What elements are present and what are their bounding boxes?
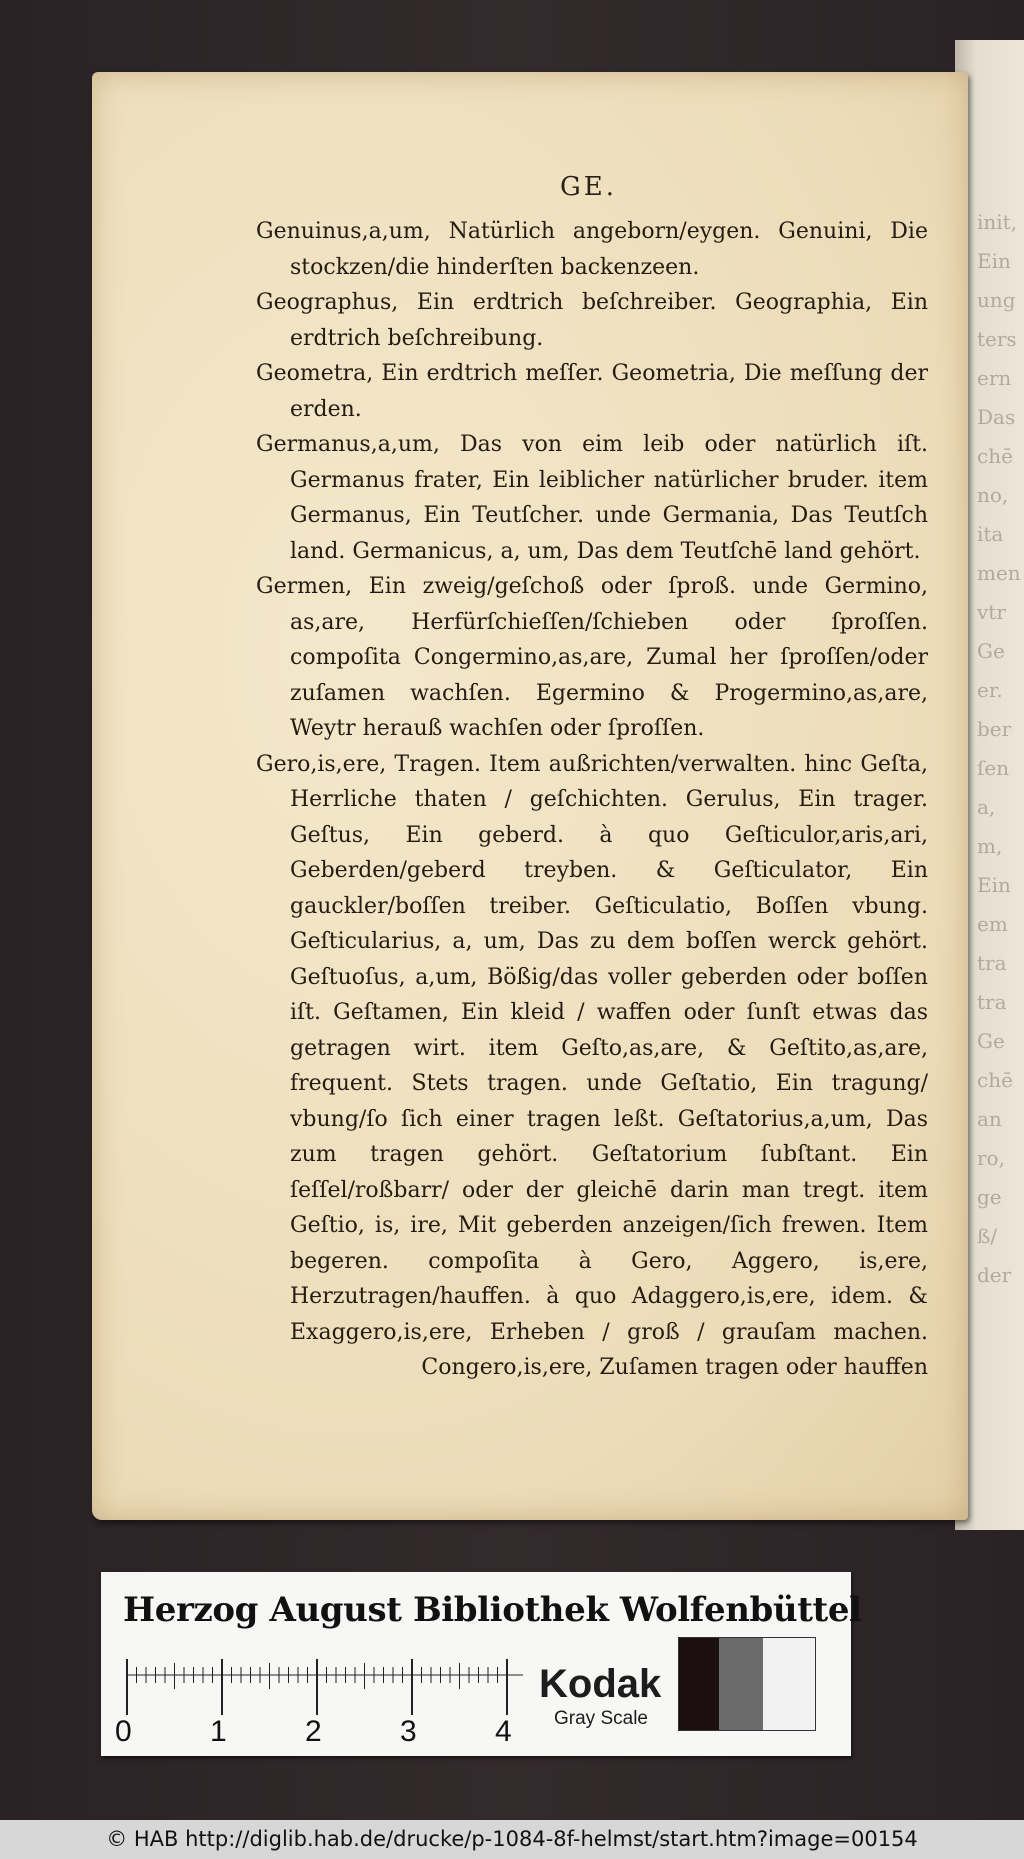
adjacent-page-fragment: no,: [977, 483, 1009, 507]
entry-geographus: Geographus, Ein erdtrich beſchreiber. Geographia, Ein erdtrich beſchreibung.: [256, 290, 928, 351]
adjacent-page-fragment: chē: [977, 1068, 1013, 1092]
ruler-label: 1: [210, 1715, 227, 1748]
adjacent-page-fragment: Ge: [977, 639, 1005, 663]
kodak-logo: Kodak: [539, 1662, 662, 1706]
gray-swatch: [679, 1638, 719, 1730]
running-head: GE.: [560, 172, 618, 202]
adjacent-page-fragment: men: [977, 561, 1021, 585]
adjacent-page-fragment: vtr: [977, 600, 1006, 624]
adjacent-page-fragment: ge: [977, 1185, 1002, 1209]
adjacent-page-fragment: Ein: [977, 873, 1011, 897]
adjacent-page-fragment: chē: [977, 444, 1013, 468]
dictionary-text: [256, 214, 928, 1386]
ruler-label: 2: [305, 1715, 322, 1748]
ruler-label: 0: [115, 1715, 132, 1748]
ruler-label: 3: [400, 1715, 417, 1748]
adjacent-page-fragment: Ein: [977, 249, 1011, 273]
adjacent-page-fragment: Das: [977, 405, 1016, 429]
copyright-footer: © HAB http://diglib.hab.de/drucke/p-1084-8f-helmst/start.htm?image=00154: [0, 1820, 1024, 1859]
ruler-labels: [115, 1715, 555, 1751]
adjacent-page-fragment: der: [977, 1263, 1012, 1287]
adjacent-page-fragment: m,: [977, 834, 1003, 858]
adjacent-page-fragment: ß/: [977, 1224, 998, 1248]
ruler-scale: [123, 1657, 523, 1717]
entry-genuinus: Genuinus,a,um, Natürlich angeborn/eygen. Genuini, Die stockzen/die hinderſten backenzeen.: [256, 219, 928, 280]
gray-swatch: [719, 1638, 763, 1730]
ruler-label: 4: [495, 1715, 512, 1748]
entry-germanus: Germanus,a,um, Das von eim leib oder natürlich iſt. Germanus frater, Ein leiblicher natürlicher bruder. item Germanus, Ein Teutſcher. unde Germania, Das Teutſch land. Germanicus, a, um, Das dem Teutſchē land gehört.: [256, 432, 928, 564]
adjacent-page-fragment: a,: [977, 795, 996, 819]
adjacent-page-fragment: an: [977, 1107, 1002, 1131]
entry-gero: Gero,is,ere, Tragen. Item außrichten/verwalten. hinc Geſta, Herrliche thaten / geſchichten. Gerulus, Ein trager. Geſtus, Ein geberd. à quo Geſticulor,aris,ari, Geberden/geberd treyben. & Geſticulator, Ein gauckler/boſſen treiber. Geſticulatio, Boſſen vbung. Geſticularius, a, um, Das zu dem boſſen werck gehört. Geſtuoſus, a,um, Bößig/das voller geberden oder boſſen iſt. Geſtamen, Ein kleid / waffen oder ſunſt etwas das getragen wirt. item Geſto,as,are, & Geſtito,as,are, frequent. Stets tragen. unde Geſtatio, Ein tragung/ vbung/ſo ſich einer tragen leßt. Geſtatorius,a,um, Das zum tragen gehört. Geſtatorium ſubſtant. Ein ſeſſel/roßbarr/ oder der gleichē darin man tregt. item Geſtio, is, ire, Mit geberden anzeigen/ſich frewen. Item begeren. compoſita à Gero, Aggero, is,ere, Herzutragen/hauffen. à quo Adaggero,is,ere, idem. & Exaggero,is,ere, Erheben / groß / grauſam machen. Congero,is,ere, Zuſamen tragen oder hauffen: [256, 751, 928, 1380]
adjacent-page-fragment: er.: [977, 678, 1003, 702]
entry-geometra: Geometra, Ein erdtrich meſſer. Geometria, Die meſſung der erden.: [256, 361, 928, 422]
adjacent-page-fragment: ſen: [977, 756, 1010, 780]
library-name: Herzog August Bibliothek Wolfenbüttel: [123, 1590, 862, 1630]
adjacent-page-fragment: ita: [977, 522, 1004, 546]
adjacent-page-fragment: ber: [977, 717, 1012, 741]
adjacent-page-fragment: init,: [977, 210, 1018, 234]
adjacent-page-fragment: em: [977, 912, 1008, 936]
gray-scale-label: Gray Scale: [554, 1708, 648, 1729]
gray-scale-swatches: [678, 1637, 816, 1731]
calibration-card: [101, 1572, 862, 1756]
entry-germen: Germen, Ein zweig/geſchoß oder ſproß. unde Germino, as,are, Herfürſchieſſen/ſchieben oder ſproſſen. compoſita Congermino,as,are, Zumal her ſproſſen/oder zuſamen wachſen. Egermino & Progermino,as,are, Weytr herauß wachſen oder ſproſſen.: [256, 574, 928, 741]
adjacent-page-fragment: tra: [977, 990, 1007, 1014]
adjacent-page-fragment: ung: [977, 288, 1016, 312]
adjacent-page-fragment: ro,: [977, 1146, 1005, 1170]
adjacent-page-fragment: ters: [977, 327, 1017, 351]
adjacent-page-fragment: ern: [977, 366, 1012, 390]
adjacent-page-fragment: tra: [977, 951, 1007, 975]
adjacent-page-fragment: Ge: [977, 1029, 1005, 1053]
gray-swatch: [763, 1638, 815, 1730]
